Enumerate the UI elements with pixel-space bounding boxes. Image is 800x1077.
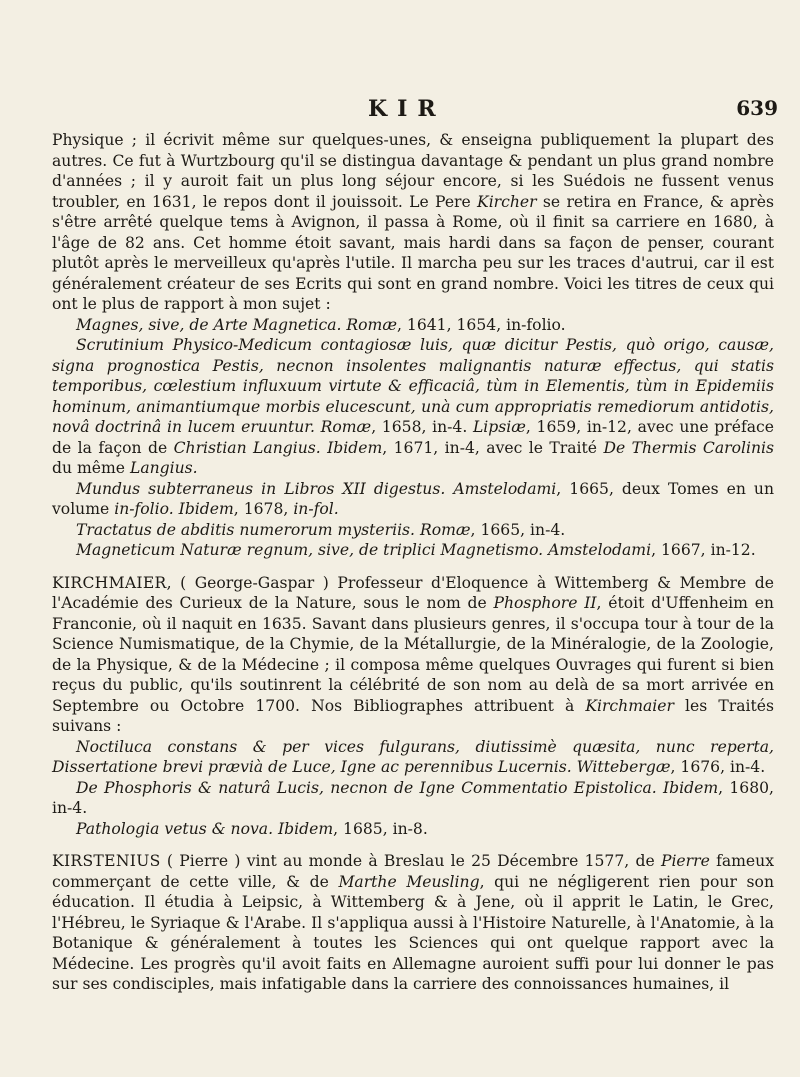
entry-headword: KIRCHMAIER (52, 573, 167, 592)
page-body (52, 130, 774, 995)
page-header (0, 96, 800, 126)
running-head: KIR (368, 96, 446, 122)
kircher-work-3: Mundus subterraneus in Libros XII digestus. Amstelodami, 1665, deux Tomes en un volume in-folio. Ibidem, 1678, in-fol. (52, 479, 774, 518)
kirchmaier-entry: KIRCHMAIER, ( George-Gaspar ) Professeur d'Eloquence à Wittemberg & Membre de l'Académie des Curieux de la Nature, sous le nom de Phosphore II, étoit d'Uffenheim en Franconie, où il naquit en 1635. Savant dans plusieurs genres, il s'occupa tour à tour de la Science Numismatique, de la Chymie, de la Métallurgie, de la Minéralogie, de la Zoologie, de la Physique, & de la Médecine ; il composa même quelques Ouvrages qui furent si bien reçus du public, qu'ils soutinrent la célébrité de son nom au delà de sa mort arrivée en Septembre ou Octobre 1700. Nos Bibliographes attribuent à Kirchmaier les Traités suivans : (52, 573, 774, 735)
kirstenius-entry: KIRSTENIUS ( Pierre ) vint au monde à Breslau le 25 Décembre 1577, de Pierre fameux commerçant de cette ville, & de Marthe Meusling, qui ne négligerent rien pour son éducation. Il étudia à Leipsic, à Wittemberg & à Jene, où il apprit le Latin, le Grec, l'Hébreu, le Syriaque & l'Arabe. Il s'appliqua aussi à l'Histoire Naturelle, à l'Anatomie, à la Botanique & généralement à toutes les Sciences qui ont quelque rapport avec la Médecine. Les progrès qu'il avoit faits en Allemagne auroient suffi pour lui donner le pas sur ses condisciples, mais infatigable dans la carriere des connoissances humaines, il (52, 852, 774, 993)
kircher-paragraph: Physique ; il écrivit même sur quelques-unes, & enseigna publiquement la plupart des autres. Ce fut à Wurtzbourg qu'il se distingua davantage & pendant un plus grand nombre d'années ; il y auroit fait un plus long séjour encore, si les Suédois ne fussent venus troubler, en 1631, le repos dont il jouissoit. Le Pere Kircher se retira en France, & après s'être arrêté quelque tems à Avignon, il passa à Rome, où il finit sa carriere en 1680, à l'âge de 82 ans. Cet homme étoit savant, mais hardi dans sa façon de penser, courant plutôt après le merveilleux qu'après l'utile. Il marcha peu sur les traces d'autrui, car il est généralement créateur de ses Ecrits qui sont en grand nombre. Voici les titres de ceux qui ont le plus de rapport à mon sujet : (52, 131, 774, 313)
entry-headword: KIRSTENIUS (52, 852, 161, 870)
kircher-work-2: Scrutinium Physico-Medicum contagiosæ luis, quæ dicitur Pestis, quò origo, causæ, signa prognostica Pestis, necnon insolentes malignantis naturæ effectus, qui statis temporibus, cœlestium influxuum virtute & efficaciâ, tùm in Elementis, tùm in Epidemiis hominum, animantiumque morbis elucescunt, unà cum appropriatis remediorum antidotis, novâ doctrinâ in lucem eruuntur. Romæ, 1658, in-4. Lipsiæ, 1659, in-12, avec une préface de la façon de Christian Langius. Ibidem, 1671, in-4, avec le Traité De Thermis Carolinis du même Langius. (52, 336, 774, 477)
kircher-work-5: Magneticum Naturæ regnum, sive, de triplici Magnetismo. Amstelodami, 1667, in-12. (76, 541, 756, 559)
kirchmaier-work-1: Noctiluca constans & per vices fulgurans, diutissimè quæsita, nunc reperta, Dissertatione brevi prævià de Luce, Igne ac perennibus Lucernis. Wittebergæ, 1676, in-4. (52, 737, 774, 776)
kirchmaier-work-2: De Phosphoris & naturâ Lucis, necnon de Igne Commentatio Epistolica. Ibidem, 1680, in-4. (52, 778, 774, 817)
kirchmaier-work-3: Pathologia vetus & nova. Ibidem, 1685, in-8. (76, 819, 428, 838)
page-number: 639 (736, 96, 778, 120)
kircher-work-1: Magnes, sive, de Arte Magnetica. Romæ, 1641, 1654, in-folio. (76, 315, 566, 334)
kircher-work-4: Tractatus de abditis numerorum mysteriis. Romæ, 1665, in-4. (76, 520, 566, 539)
